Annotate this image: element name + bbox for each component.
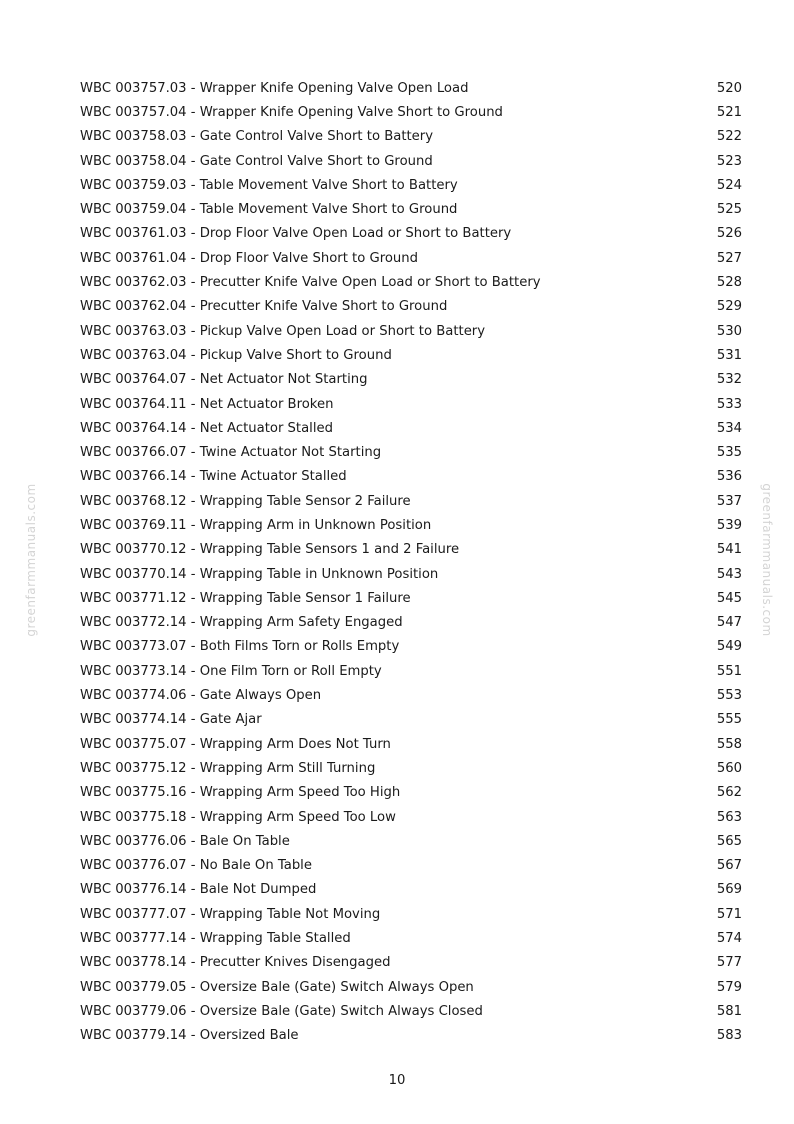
toc-entry[interactable] <box>80 659 742 683</box>
toc-entry-title: WBC 003764.14 - Net Actuator Stalled <box>80 420 333 436</box>
toc-entry[interactable] <box>80 854 742 878</box>
page-number: 10 <box>388 1073 406 1088</box>
toc-entry-title: WBC 003768.12 - Wrapping Table Sensor 2 Failure <box>80 493 411 509</box>
toc-entry-title: WBC 003769.11 - Wrapping Arm in Unknown Position <box>80 517 432 533</box>
toc-entry-page: 543 <box>716 566 742 582</box>
toc-entry-title: WBC 003770.14 - Wrapping Table in Unknown Position <box>80 566 439 582</box>
toc-entry-title: WBC 003775.07 - Wrapping Arm Does Not Turn <box>80 736 391 752</box>
toc-entry-page: 525 <box>716 202 742 218</box>
toc-entry-title: WBC 003759.03 - Table Movement Valve Short to Battery <box>80 177 458 193</box>
toc-entry[interactable] <box>80 732 742 756</box>
toc-entry-title: WBC 003762.04 - Precutter Knife Valve Short to Ground <box>80 299 448 315</box>
toc-entry[interactable] <box>80 562 742 586</box>
toc-entry-page: 530 <box>716 323 742 339</box>
toc-entry-page: 535 <box>716 445 742 461</box>
toc-entry-page: 537 <box>716 493 742 509</box>
toc-entry-page: 558 <box>716 736 742 752</box>
toc-entry[interactable] <box>80 902 742 926</box>
toc-entry-title: WBC 003766.07 - Twine Actuator Not Starting <box>80 445 382 461</box>
toc-entry-page: 567 <box>716 858 742 874</box>
toc-entry-title: WBC 003757.04 - Wrapper Knife Opening Valve Short to Ground <box>80 104 503 120</box>
toc-entry-title: WBC 003776.14 - Bale Not Dumped <box>80 882 317 898</box>
toc-entry-page: 523 <box>716 153 742 169</box>
toc-entry-page: 553 <box>716 688 742 704</box>
toc-entry[interactable] <box>80 513 742 537</box>
toc-entry-title: WBC 003758.04 - Gate Control Valve Short to Ground <box>80 153 433 169</box>
toc-entry[interactable] <box>80 149 742 173</box>
watermark-left: greenfarmmanuals.com <box>24 483 38 637</box>
toc-entry[interactable] <box>80 319 742 343</box>
toc-entry-title: WBC 003771.12 - Wrapping Table Sensor 1 Failure <box>80 590 411 606</box>
toc-entry-page: 524 <box>716 177 742 193</box>
toc-entry[interactable] <box>80 829 742 853</box>
toc-entry[interactable] <box>80 878 742 902</box>
toc-entry-title: WBC 003773.14 - One Film Torn or Roll Empty <box>80 663 382 679</box>
toc-entry-title: WBC 003766.14 - Twine Actuator Stalled <box>80 469 347 485</box>
toc-entry[interactable] <box>80 635 742 659</box>
toc-entry-title: WBC 003764.07 - Net Actuator Not Starting <box>80 372 368 388</box>
toc-entry-title: WBC 003775.18 - Wrapping Arm Speed Too Low <box>80 809 396 825</box>
toc-entry-page: 579 <box>716 979 742 995</box>
toc-entry[interactable] <box>80 999 742 1023</box>
toc-entry[interactable] <box>80 683 742 707</box>
toc-entry-title: WBC 003758.03 - Gate Control Valve Short to Battery <box>80 129 434 145</box>
toc-entry[interactable] <box>80 586 742 610</box>
toc-entry-page: 532 <box>716 372 742 388</box>
toc-entry[interactable] <box>80 270 742 294</box>
toc-entry[interactable] <box>80 368 742 392</box>
toc-entry[interactable] <box>80 489 742 513</box>
toc-entry-page: 583 <box>716 1028 742 1044</box>
toc-entry[interactable] <box>80 611 742 635</box>
toc-entry-title: WBC 003757.03 - Wrapper Knife Opening Valve Open Load <box>80 80 469 96</box>
toc-entry[interactable] <box>80 1024 742 1048</box>
toc-entry-title: WBC 003776.06 - Bale On Table <box>80 833 290 849</box>
toc-entry[interactable] <box>80 173 742 197</box>
toc-entry-title: WBC 003775.12 - Wrapping Arm Still Turning <box>80 760 376 776</box>
toc-entry-page: 531 <box>716 347 742 363</box>
toc-entry[interactable] <box>80 246 742 270</box>
toc-entry-title: WBC 003763.03 - Pickup Valve Open Load or Short to Battery <box>80 323 486 339</box>
toc-entry-title: WBC 003763.04 - Pickup Valve Short to Ground <box>80 347 392 363</box>
toc-entry-title: WBC 003774.06 - Gate Always Open <box>80 688 322 704</box>
toc-entry-page: 571 <box>716 906 742 922</box>
toc-entry-page: 555 <box>716 712 742 728</box>
toc-entry-page: 560 <box>716 760 742 776</box>
toc-entry-title: WBC 003779.14 - Oversized Bale <box>80 1028 299 1044</box>
toc-entry-page: 527 <box>716 250 742 266</box>
toc-entry[interactable] <box>80 416 742 440</box>
toc-entry-page: 541 <box>716 542 742 558</box>
toc-entry[interactable] <box>80 926 742 950</box>
toc-entry-title: WBC 003777.14 - Wrapping Table Stalled <box>80 931 351 947</box>
table-of-contents <box>80 76 742 1048</box>
toc-entry-title: WBC 003773.07 - Both Films Torn or Rolls Empty <box>80 639 400 655</box>
toc-entry[interactable] <box>80 197 742 221</box>
toc-entry[interactable] <box>80 951 742 975</box>
toc-entry-title: WBC 003775.16 - Wrapping Arm Speed Too High <box>80 785 401 801</box>
toc-entry-page: 565 <box>716 833 742 849</box>
toc-entry-page: 536 <box>716 469 742 485</box>
toc-entry[interactable] <box>80 781 742 805</box>
toc-entry-page: 563 <box>716 809 742 825</box>
watermark-right: greenfarmmanuals.com <box>760 483 774 637</box>
toc-entry-page: 549 <box>716 639 742 655</box>
toc-entry[interactable] <box>80 805 742 829</box>
toc-entry-title: WBC 003764.11 - Net Actuator Broken <box>80 396 334 412</box>
toc-entry[interactable] <box>80 222 742 246</box>
toc-entry-page: 547 <box>716 615 742 631</box>
toc-entry-page: 522 <box>716 129 742 145</box>
toc-entry-page: 529 <box>716 299 742 315</box>
toc-entry-title: WBC 003779.05 - Oversize Bale (Gate) Switch Always Open <box>80 979 474 995</box>
toc-entry-title: WBC 003761.04 - Drop Floor Valve Short to Ground <box>80 250 418 266</box>
toc-entry[interactable] <box>80 343 742 367</box>
toc-entry-title: WBC 003770.12 - Wrapping Table Sensors 1 and 2 Failure <box>80 542 460 558</box>
toc-entry-page: 569 <box>716 882 742 898</box>
toc-entry-page: 528 <box>716 275 742 291</box>
toc-entry-title: WBC 003762.03 - Precutter Knife Valve Open Load or Short to Battery <box>80 275 541 291</box>
toc-entry[interactable] <box>80 295 742 319</box>
toc-entry-title: WBC 003779.06 - Oversize Bale (Gate) Switch Always Closed <box>80 1003 483 1019</box>
toc-entry[interactable] <box>80 708 742 732</box>
toc-entry-page: 581 <box>716 1003 742 1019</box>
toc-entry[interactable] <box>80 76 742 100</box>
toc-entry-title: WBC 003774.14 - Gate Ajar <box>80 712 262 728</box>
toc-entry[interactable] <box>80 756 742 780</box>
toc-entry-page: 539 <box>716 517 742 533</box>
toc-entry[interactable] <box>80 440 742 464</box>
toc-entry-page: 534 <box>716 420 742 436</box>
toc-entry-page: 562 <box>716 785 742 801</box>
toc-entry-title: WBC 003759.04 - Table Movement Valve Short to Ground <box>80 202 458 218</box>
toc-entry[interactable] <box>80 125 742 149</box>
toc-entry[interactable] <box>80 465 742 489</box>
toc-entry-page: 545 <box>716 590 742 606</box>
toc-entry-page: 551 <box>716 663 742 679</box>
toc-entry-page: 526 <box>716 226 742 242</box>
toc-entry-title: WBC 003778.14 - Precutter Knives Disengaged <box>80 955 391 971</box>
toc-entry-page: 533 <box>716 396 742 412</box>
toc-entry-page: 521 <box>716 104 742 120</box>
toc-entry[interactable] <box>80 975 742 999</box>
toc-entry-title: WBC 003772.14 - Wrapping Arm Safety Engaged <box>80 615 403 631</box>
toc-entry[interactable] <box>80 100 742 124</box>
toc-entry[interactable] <box>80 392 742 416</box>
toc-entry-title: WBC 003777.07 - Wrapping Table Not Moving <box>80 906 381 922</box>
toc-entry-title: WBC 003761.03 - Drop Floor Valve Open Load or Short to Battery <box>80 226 512 242</box>
toc-entry-page: 577 <box>716 955 742 971</box>
toc-entry-title: WBC 003776.07 - No Bale On Table <box>80 858 312 874</box>
toc-entry[interactable] <box>80 538 742 562</box>
toc-entry-page: 574 <box>716 931 742 947</box>
toc-entry-page: 520 <box>716 80 742 96</box>
